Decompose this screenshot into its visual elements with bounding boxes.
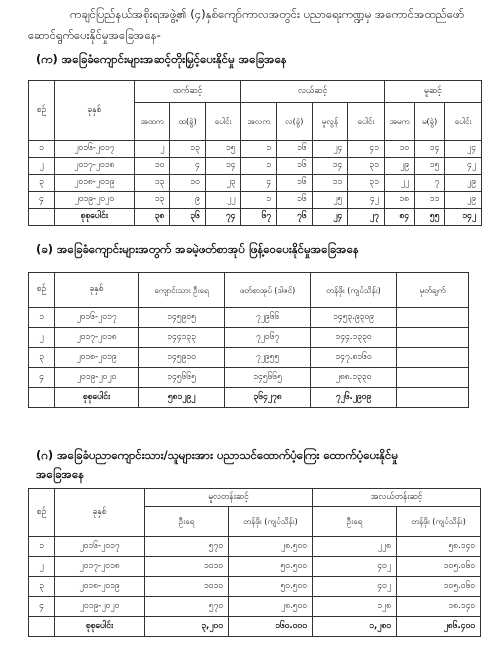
cell: ၁၆ [277,158,313,175]
total-label: စုစုပေါင်း [55,388,139,408]
row-sr: ၄ [29,597,55,617]
total-value: ၇၂၆.၂၉၀၉ [311,388,397,408]
total-row [29,209,482,226]
subheader: အလက [241,103,277,141]
cell: ၁၆ [277,192,313,209]
row-year: ၂၀၁၇-၂၀၁၈ [55,328,139,348]
cell: ၃၁ [348,158,385,175]
cell: ၁၃ [170,141,206,158]
stipend-table [28,488,481,637]
row-sr: ၄ [29,368,55,388]
cell: ၂၄ [312,141,348,158]
cell: ၂၉ [445,192,482,209]
header-books: ဖတ်စာအုပ် (ဒါဇင်) [225,273,311,308]
cell-primary-value: ၂၈.၅၀၀ [229,597,313,617]
total-cell: ၅၅ [415,209,445,226]
cell: ၂၃ [205,175,241,192]
cell-students: ၁၄၅၉၀၅ [139,308,225,328]
section-2-title: (ခ) အခြေခံကျောင်းများအတွက် အခမဲ့ဖတ်စာအုပ် ဖြန့်ဝေပေးနိုင်မှုအခြေအနေ [36,242,359,256]
intro-paragraph [28,4,488,46]
header-sr: စဉ် [29,489,55,537]
row-sr: ၁ [29,308,55,328]
cell-middle-value: ၁၀၅.၀၆၀ [397,557,481,577]
header-remark: မှတ်ချက် [397,273,469,308]
subheader: လ(ခွဲ) [277,103,313,141]
cell-middle-value: ၁၀၅.၀၆၀ [397,577,481,597]
subheader: မူလွန် [312,103,348,141]
row-year: ၂၀၁၆-၂၀၁၇ [54,141,134,158]
total-middle-count: ၁,၂၈၀ [313,617,397,637]
total-cell: ၁၄၂ [445,209,482,226]
table-row [29,175,482,192]
total-cell: ၇၆ [277,209,313,226]
cell-books: ၇၂၉၆၆ [225,308,311,328]
section-3-title-line-1: (ဂ) အခြေခံပညာကျောင်းသား/သူများအား ပညာသင်ထောက်ပံ့ကြေး ထောက်ပံ့ပေးနိုင်မှု [36,448,398,462]
subheader: ပေါင်း [348,103,385,141]
row-sr: ၂ [29,328,55,348]
total-label: စုစုပေါင်း [55,617,145,637]
table-row [29,328,469,348]
total-primary-count: ၃,၂၀၀ [145,617,229,637]
cell: ၄ [170,158,206,175]
row-sr: ၁ [29,537,55,557]
header-sr: စဉ် [29,273,55,308]
total-cell: ၆၇ [241,209,277,226]
table-row [29,577,481,597]
header-group-middle: အလယ်တန်းဆင့် [313,489,481,507]
header-students: ကျောင်းသား ဦးရေ [139,273,225,308]
cell-primary-value: ၂၈.၅၀၀ [229,537,313,557]
row-sr: ၃ [29,175,55,192]
row-year: ၂၀၁၉-၂၀၂၀ [55,368,139,388]
cell: ၁၁ [312,175,348,192]
cell-remark [397,308,469,328]
cell: ၂၄ [445,141,482,158]
cell: ၂၉ [384,158,414,175]
row-year: ၂၀၁၇-၂၀၁၈ [55,557,145,577]
free-textbooks-table [28,272,469,408]
table-row [29,308,469,328]
row-sr: ၃ [29,577,55,597]
row-sr: ၂ [29,557,55,577]
row-year: ၂၀၁၆-၂၀၁၇ [55,537,145,557]
cell-middle-count: ၄၀၂ [313,557,397,577]
cell-middle-count: ၁၂၈ [313,597,397,617]
row-sr: ၂ [29,158,55,175]
cell-value: ၁၄၅၃.၉၃၀၉ [311,308,397,328]
cell: ၁၀ [170,175,206,192]
cell: ၁၄ [312,158,348,175]
cell: ၂၂ [205,192,241,209]
total-cell: ၃၆ [170,209,206,226]
cell-books: ၇၂၉၅၅ [225,348,311,368]
cell: ၄၂ [445,158,482,175]
cell-students: ၁၄၄၁၃၃ [139,328,225,348]
subheader: မ(ခွဲ) [415,103,445,141]
cell-books: ၇၂၀၆၇ [225,328,311,348]
table-row [29,192,482,209]
header-group-primary: မူဆင့် [384,81,481,103]
table-row [29,597,481,617]
header-group-middle: လယ်ဆင့် [241,81,384,103]
subheader: ပေါင်း [205,103,241,141]
table-row [29,348,469,368]
header-value: တန်ဖိုး (ကျပ်သိန်း) [311,273,397,308]
header-sr: စဉ် [29,81,55,141]
row-sr: ၄ [29,192,55,209]
cell: ၁၁ [415,192,445,209]
cell-primary-count: ၅၇၀ [145,537,229,557]
cell-middle-count: ၄၀၂ [313,577,397,597]
row-sr: ၃ [29,348,55,368]
table-row [29,158,482,175]
row-year: ၂၀၁၇-၂၀၁၈ [54,158,134,175]
header-year: ခုနှစ် [55,489,145,537]
cell-value: ၁၄၇.၈၁၆၀ [311,348,397,368]
cell: ၄၁ [348,141,385,158]
cell: ၁၈ [384,192,414,209]
cell: ၁၃ [134,175,170,192]
cell-remark [397,328,469,348]
cell-value: ၂၈၈.၁၃၃၀ [311,368,397,388]
cell: ၁၆ [277,175,313,192]
cell-primary-count: ၁၀၁၀ [145,557,229,577]
cell-remark [397,348,469,368]
cell: ၁ [241,141,277,158]
cell-primary-count: ၁၀၁၀ [145,577,229,597]
total-row [29,388,469,408]
total-cell: ၇၄ [205,209,241,226]
total-books: ၃၆၄၂၇၈ [225,388,311,408]
cell: ၁၆ [277,141,313,158]
header-group-high: ထက်ဆင့် [134,81,241,103]
cell: ၁၀ [384,141,414,158]
total-cell: ၈၄ [384,209,414,226]
subheader: အထက [134,103,170,141]
header-year: ခုနှစ် [54,81,134,141]
cell: ၁၀ [134,158,170,175]
table-row [29,368,469,388]
cell-remark [397,368,469,388]
cell: ၂၉ [445,175,482,192]
header-group-primary: မူလတန်းဆင့် [145,489,313,507]
cell: ၁၅ [415,158,445,175]
cell-primary-value: ၅၀.၅၀၀ [229,557,313,577]
total-cell: ၂၇ [348,209,385,226]
row-sr: ၁ [29,141,55,158]
table-row [29,141,482,158]
cell-middle-count: ၂၂၈ [313,537,397,557]
cell-primary-count: ၅၇၀ [145,597,229,617]
header-value: တန်ဖိုး (ကျပ်သိန်း) [229,507,313,537]
row-year: ၂၀၁၆-၂၀၁၇ [55,308,139,328]
row-year: ၂၀၁၉-၂၀၂၀ [55,597,145,617]
cell-students: ၁၄၅၆၆၅ [139,368,225,388]
cell-books: ၁၄၅၆၆၅ [225,368,311,388]
cell: ၄၂ [348,192,385,209]
subheader: ထ(ခွဲ) [170,103,206,141]
header-year: ခုနှစ် [55,273,139,308]
section-3-title-line-2: အခြေအနေ [36,467,85,481]
row-year: ၂၀၁၈-၂၀၁၉ [54,175,134,192]
cell: ၁ [241,158,277,175]
cell-middle-value: ၅၈.၁၄၀ [397,537,481,557]
subheader: အမက [384,103,414,141]
total-primary-value: ၁၆၀.၀၀၀ [229,617,313,637]
section-3-title [36,446,476,484]
cell: ၁၅ [205,141,241,158]
total-cell: ၂၄ [312,209,348,226]
row-year: ၂၀၁၈-၂၀၁၉ [55,577,145,597]
cell-value: ၁၄၄.၁၃၃၀ [311,328,397,348]
total-row [29,617,481,637]
table-row [29,557,481,577]
total-middle-value: ၂၈၆.၄၀၀ [397,617,481,637]
cell: ၁၄ [205,158,241,175]
cell: ၂၂ [384,175,414,192]
cell: ၄ [241,175,277,192]
cell: ၁ [241,192,277,209]
cell: ၁၄ [415,141,445,158]
total-cell: ၃၈ [134,209,170,226]
header-count: ဦးရေ [313,507,397,537]
cell: ၇ [415,175,445,192]
header-value: တန်ဖိုး (ကျပ်သိန်း) [397,507,481,537]
subheader: ပေါင်း [445,103,482,141]
table-row [29,537,481,557]
cell: ၂၅ [312,192,348,209]
total-label: စုစုပေါင်း [54,209,134,226]
total-students: ၅၈၁၂၉၂ [139,388,225,408]
intro-line-1: ကချင်ပြည်နယ်အစိုးရအဖွဲ့၏ (၄)နှစ်ကျော်ကာလအတွင်း ပညာရေးကဏ္ဍမှ အကောင်အထည်ဖော် [70,7,465,21]
cell: ၃၁ [348,175,385,192]
section-1-title: (က) အခြေခံကျောင်းများအဆင့်တိုးမြှင့်ပေးနိုင်မှု အခြေအနေ [36,52,287,66]
cell-middle-value: ၁၈.၁၄၀ [397,597,481,617]
cell-students: ၁၄၅၉၁၀ [139,348,225,368]
cell: ၂ [134,141,170,158]
cell-primary-value: ၅၀.၅၀၀ [229,577,313,597]
row-year: ၂၀၁၈-၂၀၁၉ [55,348,139,368]
row-year: ၂၀၁၉-၂၀၂၀ [54,192,134,209]
cell: ၉ [170,192,206,209]
header-count: ဦးရေ [145,507,229,537]
intro-line-2: ဆောင်ရွက်ပေးနိုင်မှုအခြေအနေ- [28,28,161,42]
cell: ၁၃ [134,192,170,209]
upgrade-schools-table [28,80,482,226]
